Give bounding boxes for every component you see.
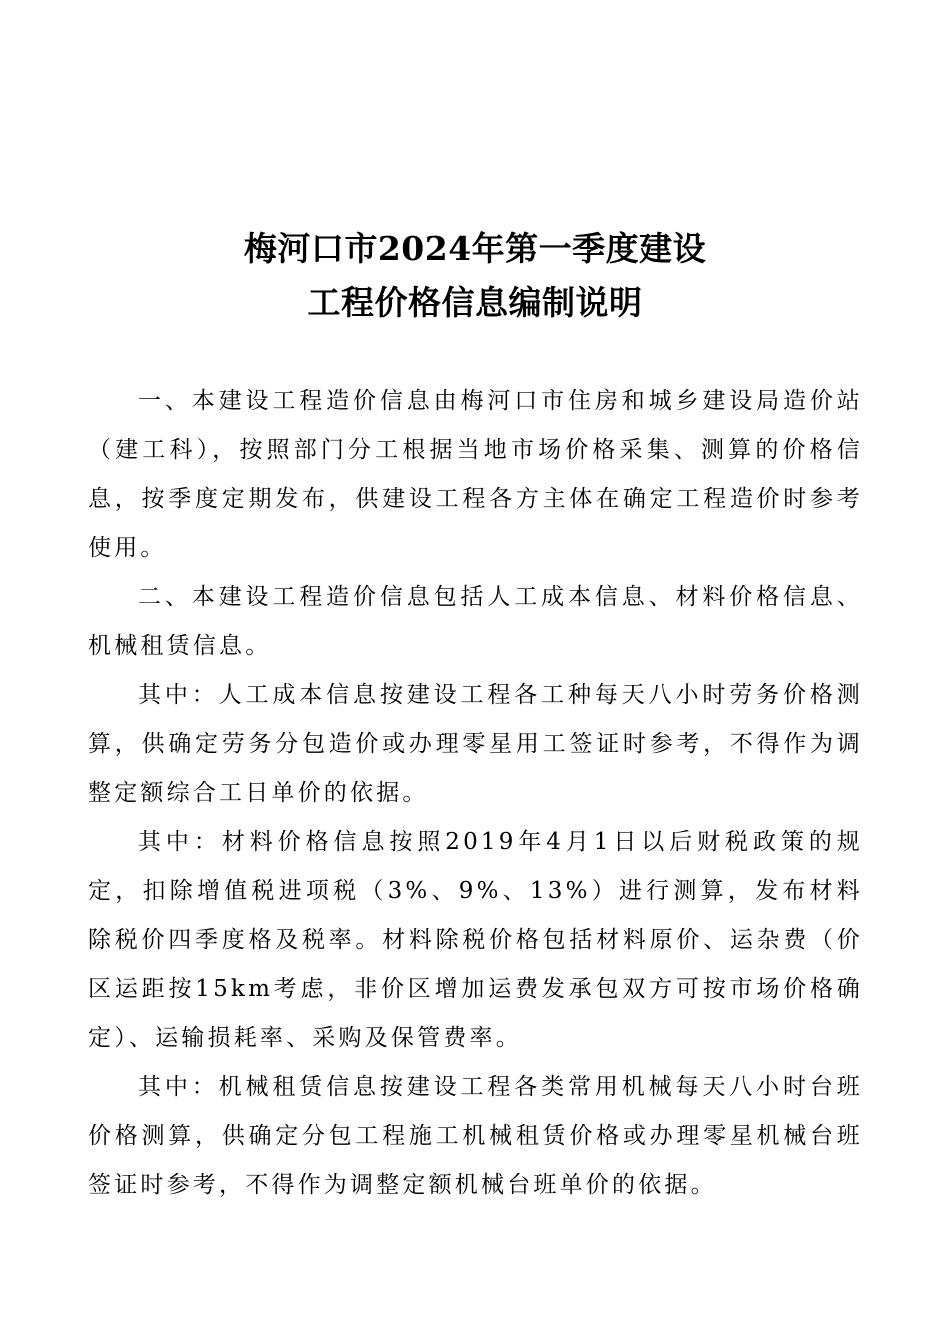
- paragraph-machinery-rental: 其中：机械租赁信息按建设工程各类常用机械每天八小时台班价格测算，供确定分包工程施工机械租赁价格或办理零星机械台班签证时参考，不得作为调整定额机械台班单价的依据。: [88, 1074, 863, 1198]
- paragraph-contents: 二、本建设工程造价信息包括人工成本信息、材料价格信息、机械租赁信息。: [88, 584, 863, 659]
- document-title: [0, 222, 950, 330]
- paragraph-labor-cost: 其中：人工成本信息按建设工程各工种每天八小时劳务价格测算，供确定劳务分包造价或办理零星用工签证时参考，不得作为调整定额综合工日单价的依据。: [88, 682, 863, 806]
- title-line-1: 梅河口市2024年第一季度建设: [243, 229, 707, 268]
- paragraph-material-price: 其中：材料价格信息按照2019年4月1日以后财税政策的规定，扣除增值税进项税（3%、9%、13%）进行测算，发布材料除税价四季度格及税率。材料除税价格包括材料原价、运杂费（价区运距按15km考虑，非价区增加运费发承包双方可按市场价格确定）、运输损耗率、采购及保管费率。: [88, 829, 863, 1051]
- document-body: [88, 377, 863, 1210]
- title-line-2: 工程价格信息编制说明: [307, 283, 643, 322]
- paragraph-source: 一、本建设工程造价信息由梅河口市住房和城乡建设局造价站（建工科），按照部门分工根据当地市场价格采集、测算的价格信息，按季度定期发布，供建设工程各方主体在确定工程造价时参考使用。: [88, 388, 863, 561]
